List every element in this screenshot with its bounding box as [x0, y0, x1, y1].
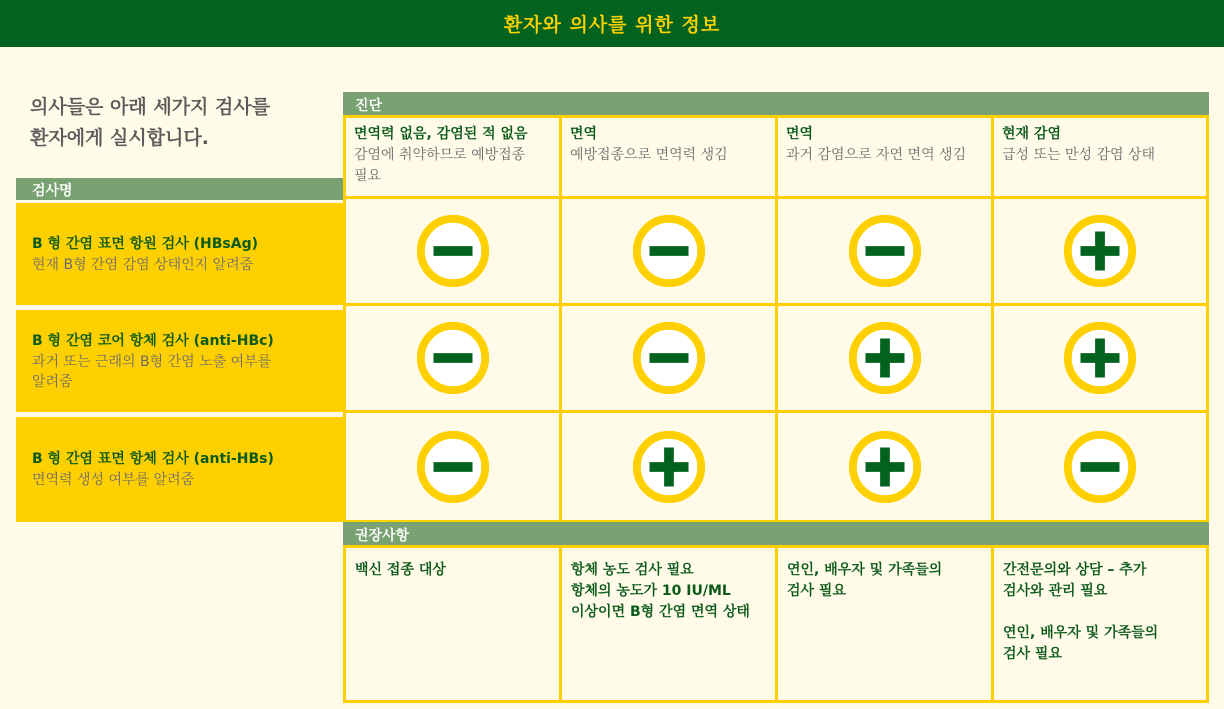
test-column-header: 검사명 — [16, 178, 344, 200]
minus-icon — [414, 428, 492, 506]
recommendation-line: 이상이면 B형 간염 면역 상태 — [571, 604, 750, 620]
result-cell — [778, 413, 994, 520]
diagnosis-desc: 과거 감염으로 자연 면역 생김 — [786, 147, 967, 163]
diagnosis-desc: 필요 — [354, 168, 382, 184]
recommendations-header: 권장사항 — [343, 522, 1209, 545]
minus-icon — [414, 319, 492, 397]
recommendation-line: 연인, 배우자 및 가족들의 — [1003, 625, 1159, 641]
test-row-anti-hbc — [16, 310, 344, 412]
test-name: B 형 간염 표면 항원 검사 (HBsAg) — [32, 235, 259, 252]
recommendation-cell — [562, 548, 778, 700]
diagnosis-cell — [994, 118, 1206, 199]
intro-line: 의사들은 아래 세가지 검사를 — [30, 96, 271, 118]
plus-icon — [630, 428, 708, 506]
diagnosis-title: 면역 — [786, 126, 814, 142]
diagnosis-desc: 감염에 취약하므로 예방접종 — [354, 147, 526, 163]
minus-icon — [1061, 428, 1139, 506]
recommendation-line: 검사와 관리 필요 — [1003, 583, 1108, 599]
result-cell — [994, 306, 1206, 413]
plus-icon — [846, 428, 924, 506]
diagnosis-cell — [778, 118, 994, 199]
plus-icon — [846, 319, 924, 397]
test-name: B 형 간염 코어 항체 검사 (anti-HBc) — [32, 332, 274, 349]
recommendation-spacer — [1003, 602, 1197, 623]
recommendation-line: 연인, 배우자 및 가족들의 — [787, 562, 943, 578]
result-cell — [562, 413, 778, 520]
test-desc: 면역력 생성 여부를 알려줌 — [32, 472, 195, 488]
title-bar — [0, 0, 1224, 47]
diagnosis-cell — [346, 118, 562, 199]
recommendation-cell — [346, 548, 562, 700]
test-desc: 현재 B형 간염 감염 상태인지 알려줌 — [32, 256, 254, 273]
diagnosis-title: 현재 감염 — [1002, 126, 1061, 142]
result-cell — [778, 199, 994, 306]
plus-icon — [1061, 212, 1139, 290]
recommendation-line: 항체 농도 검사 필요 — [571, 562, 694, 578]
test-desc: 과거 또는 근래의 B형 간염 노출 여부를 — [32, 353, 272, 370]
intro-line: 환자에게 실시합니다. — [30, 127, 210, 149]
result-cell — [562, 306, 778, 413]
recommendation-cell — [778, 548, 994, 700]
recommendation-line: 검사 필요 — [787, 583, 846, 599]
minus-icon — [630, 212, 708, 290]
diagnosis-desc: 예방접종으로 면역력 생김 — [570, 147, 728, 163]
test-desc: 알려줌 — [32, 373, 73, 390]
result-cell — [994, 413, 1206, 520]
recommendation-line: 항체의 농도가 10 IU/ML — [571, 583, 731, 599]
minus-icon — [414, 212, 492, 290]
diagnosis-results-grid — [343, 115, 1209, 523]
diagnosis-title: 면역력 없음, 감염된 적 없음 — [354, 126, 528, 142]
diagnosis-desc: 급성 또는 만성 감염 상태 — [1002, 147, 1156, 163]
result-cell — [994, 199, 1206, 306]
test-row-anti-hbs — [16, 417, 344, 522]
result-cell — [562, 199, 778, 306]
recommendation-line: 검사 필요 — [1003, 646, 1062, 662]
recommendations-grid — [343, 545, 1209, 703]
result-cell — [346, 306, 562, 413]
page-title: 환자와 의사를 위한 정보 — [503, 14, 721, 36]
diagnosis-header: 진단 — [343, 92, 1209, 115]
test-name: B 형 간염 표면 항체 검사 (anti-HBs) — [32, 451, 274, 467]
intro-text — [30, 92, 330, 154]
diagnosis-cell — [562, 118, 778, 199]
plus-icon — [1061, 319, 1139, 397]
test-row-hbsag — [16, 203, 344, 305]
result-cell — [778, 306, 994, 413]
diagnosis-title: 면역 — [570, 126, 598, 142]
minus-icon — [846, 212, 924, 290]
recommendation-line: 백신 접종 대상 — [355, 562, 446, 578]
result-cell — [346, 199, 562, 306]
recommendation-line: 간전문의와 상담 – 추가 — [1003, 562, 1147, 578]
minus-icon — [630, 319, 708, 397]
result-cell — [346, 413, 562, 520]
recommendation-cell — [994, 548, 1206, 700]
